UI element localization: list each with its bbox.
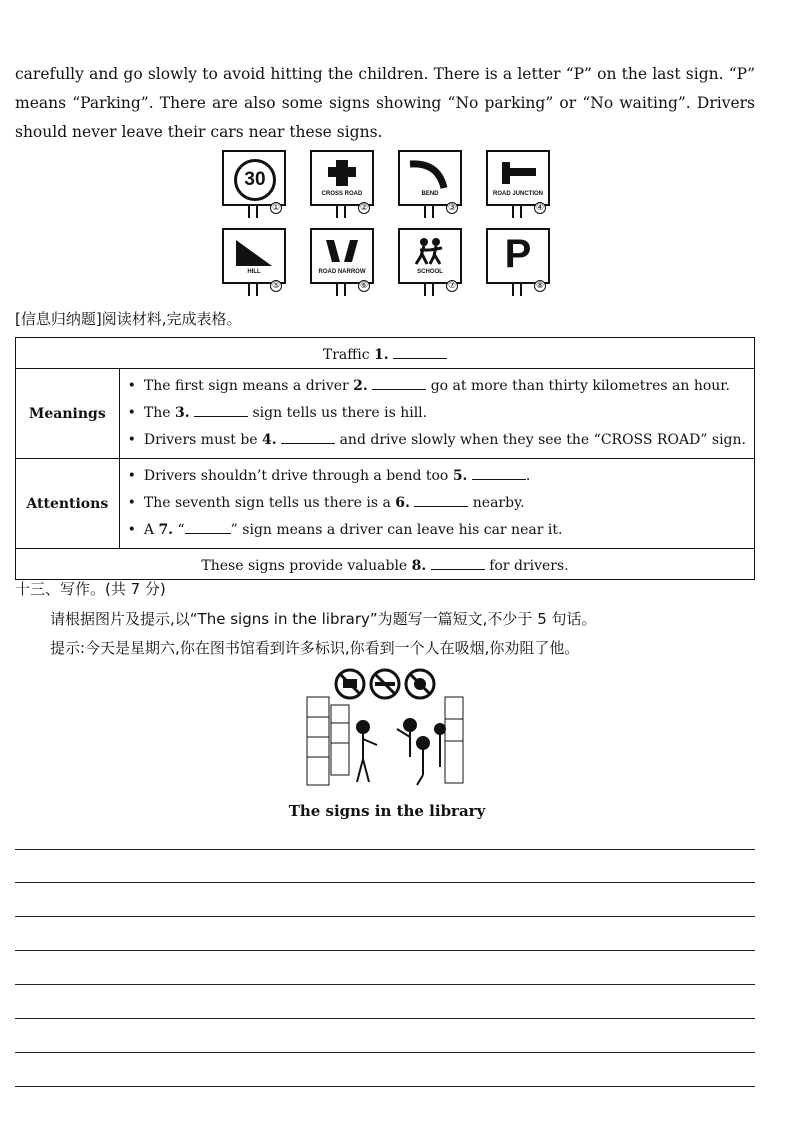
answer-blank-2[interactable] [372, 375, 426, 390]
hill-icon [230, 236, 278, 268]
no-noise-sign-icon [406, 670, 434, 698]
attention-item: • A 7. “ ” sign means a driver can leave his car near it. [128, 517, 746, 544]
meaning-item: • The first sign means a driver 2. go at more than thirty kilometres an hour. [128, 373, 746, 400]
answer-blank-7[interactable] [185, 519, 231, 534]
info-table [15, 337, 755, 580]
attentions-list [119, 459, 754, 549]
answer-blank-4[interactable] [281, 429, 335, 444]
parking-p-icon: P [504, 232, 532, 276]
library-illustration [305, 667, 465, 787]
meanings-label: Meanings [16, 369, 120, 459]
meanings-list [119, 369, 754, 459]
answer-blank-3[interactable] [194, 402, 248, 417]
answer-blank-1[interactable] [393, 344, 447, 359]
writing-line[interactable] [15, 950, 755, 951]
table-footer: These signs provide valuable 8. for drivers. [16, 549, 755, 580]
writing-line[interactable] [15, 916, 755, 917]
sign-cross-road: CROSS ROAD ② [310, 150, 372, 218]
sign-road-narrow: ROAD NARROW ⑥ [310, 228, 372, 296]
road-narrow-icon [318, 236, 366, 264]
no-smoking-sign-icon [371, 670, 399, 698]
sign-hill: HILL ⑤ [222, 228, 284, 296]
answer-blank-8[interactable] [431, 555, 485, 570]
passage-text: carefully and go slowly to avoid hitting the children. There is a letter “P” on the last sign. “P” means “Parking”. There are also some signs showing “No parking” or “No waiting”. Drivers should never leave their cars near these signs. [15, 65, 755, 141]
task-title: [信息归纳题]阅读材料,完成表格。 [15, 310, 242, 328]
writing-line[interactable] [15, 1018, 755, 1019]
junction-icon [494, 158, 542, 186]
writing-line[interactable] [15, 984, 755, 985]
children-crossing-icon [406, 236, 454, 266]
sign-school: SCHOOL ⑦ [398, 228, 460, 296]
writing-line[interactable] [15, 1086, 755, 1087]
attention-item: • The seventh sign tells us there is a 6. nearby. [128, 490, 746, 517]
writing-hint: 提示:今天是星期六,你在图书馆看到许多标识,你看到一个人在吸烟,你劝阻了他。 [50, 639, 580, 657]
writing-instruction: 请根据图片及提示,以“The signs in the library”为题写一篇短文,不少于 5 句话。 [50, 610, 597, 628]
table-header: Traffic 1. [16, 338, 755, 369]
meaning-item: • Drivers must be 4. and drive slowly when they see the “CROSS ROAD” sign. [128, 427, 746, 454]
answer-blank-5[interactable] [472, 465, 526, 480]
meaning-item: • The 3. sign tells us there is hill. [128, 400, 746, 427]
writing-line[interactable] [15, 849, 755, 850]
writing-line[interactable] [15, 882, 755, 883]
reading-passage [15, 60, 755, 147]
sign-bend: BEND ③ [398, 150, 460, 218]
attention-item: • Drivers shouldn’t drive through a bend too 5. . [128, 463, 746, 490]
sign-road-junction: ROAD JUNCTION ④ [486, 150, 548, 218]
writing-line[interactable] [15, 1052, 755, 1053]
sign-speed-limit: 30 ① [222, 150, 284, 218]
bend-icon [406, 158, 454, 190]
illustration-title: The signs in the library [288, 802, 486, 820]
writing-section-title: 十三、写作。(共 7 分) [15, 580, 166, 598]
no-food-sign-icon [336, 670, 364, 698]
answer-blank-6[interactable] [414, 492, 468, 507]
sign-parking: P ⑧ [486, 228, 548, 296]
speed-30-icon: 30 [234, 159, 276, 201]
attentions-label: Attentions [16, 459, 120, 549]
cross-icon [318, 158, 366, 188]
